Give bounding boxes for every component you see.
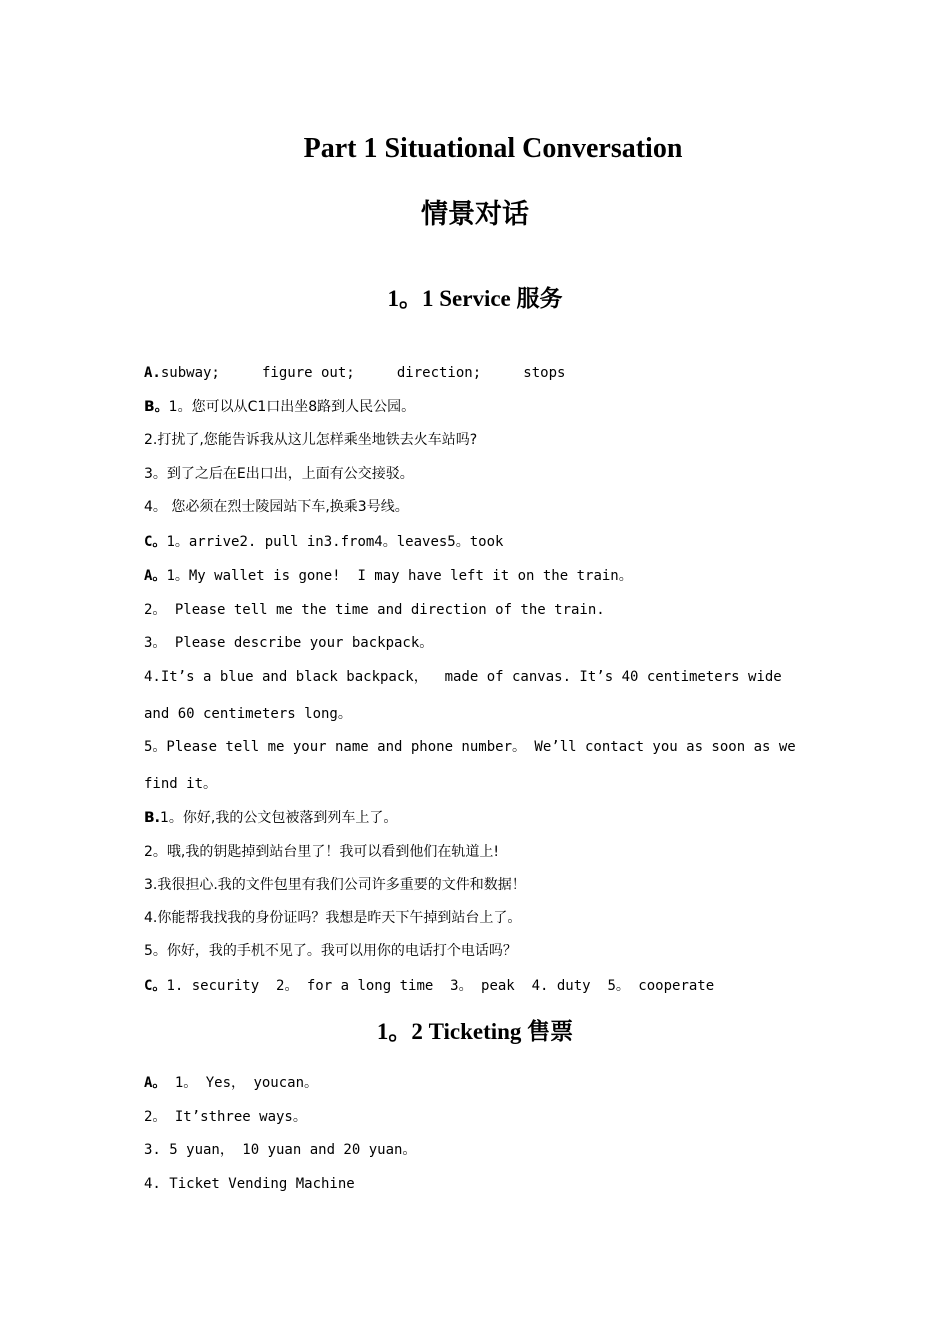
text-line xyxy=(144,667,824,687)
text-line xyxy=(144,430,824,450)
document-title: Part 1 Situational Conversation xyxy=(303,133,683,164)
item-label: C。 xyxy=(144,534,167,550)
text-line xyxy=(144,808,824,828)
line-text: 1。arrive2. pull in3.from4。leaves5。took xyxy=(166,534,504,550)
line-text: 3.我很担心.我的文件包里有我们公司许多重要的文件和数据！ xyxy=(144,877,526,893)
item-label: A. xyxy=(144,365,161,381)
text-line xyxy=(144,464,824,484)
text-line xyxy=(144,737,824,757)
line-text: 1. security 2。 for a long time 3。 peak 4. duty 5。 cooperate xyxy=(166,978,715,994)
line-text: 2。 Please tell me the time and direction of the train. xyxy=(144,602,605,618)
text-line xyxy=(144,1107,824,1127)
section-heading-ticketing: 1。2 Ticketing 售票 xyxy=(376,1019,574,1044)
line-text: 1。您可以从C1口出坐8路到人民公园。 xyxy=(168,399,416,415)
text-line xyxy=(144,566,824,586)
line-text: 4. Ticket Vending Machine xyxy=(144,1176,355,1192)
line-text: 5。Please tell me your name and phone number。 We’ll contact you as soon as we xyxy=(144,739,796,755)
line-text: 3. 5 yuan， 10 yuan and 20 yuan。 xyxy=(144,1142,417,1158)
item-label: A。 xyxy=(144,1075,167,1091)
line-text: 1。 Yes， youcan。 xyxy=(166,1075,319,1091)
text-line xyxy=(144,363,824,383)
line-text: 4.你能帮我找我的身份证吗？我想是昨天下午掉到站台上了。 xyxy=(144,910,522,926)
text-line xyxy=(144,875,824,895)
line-text: 3。 Please describe your backpack。 xyxy=(144,635,434,651)
text-line xyxy=(144,633,824,653)
text-line xyxy=(144,941,824,961)
item-label: A。 xyxy=(144,568,167,584)
text-line xyxy=(144,497,824,517)
text-line xyxy=(144,774,824,794)
line-text: 2。 It’sthree ways。 xyxy=(144,1109,307,1125)
text-line xyxy=(144,532,824,552)
line-text: 5。你好，我的手机不见了。我可以用你的电话打个电话吗？ xyxy=(144,943,517,959)
document-subtitle: 情景对话 xyxy=(421,199,529,230)
text-line xyxy=(144,842,824,862)
text-line xyxy=(144,908,824,928)
line-text: 4.It’s a blue and black backpack， made of canvas. It’s 40 centimeters wide xyxy=(144,669,782,685)
line-text: 2.打扰了,您能告诉我从这儿怎样乘坐地铁去火车站吗? xyxy=(144,432,478,448)
text-line xyxy=(144,976,824,996)
item-label: C。 xyxy=(144,978,167,994)
text-line xyxy=(144,1140,824,1160)
line-text: and 60 centimeters long。 xyxy=(144,706,352,722)
text-line xyxy=(144,1073,824,1093)
line-text: find it。 xyxy=(144,776,218,792)
line-text: 3。到了之后在E出口出，上面有公交接驳。 xyxy=(144,466,414,482)
line-text: 1。你好,我的公文包被落到列车上了。 xyxy=(160,810,398,826)
text-line xyxy=(144,397,824,417)
line-text: 2。哦,我的钥匙掉到站台里了！我可以看到他们在轨道上! xyxy=(144,844,499,860)
line-text: 4。 您必须在烈士陵园站下车,换乘3号线。 xyxy=(144,499,409,515)
text-line xyxy=(144,704,824,724)
line-text: 1。My wallet is gone! I may have left it on the train。 xyxy=(166,568,633,584)
line-text: subway; figure out; direction; stops xyxy=(160,365,566,381)
text-line xyxy=(144,1174,824,1194)
item-label: B。 xyxy=(144,399,169,415)
section-heading-service: 1。1 Service 服务 xyxy=(387,286,563,311)
item-label: B. xyxy=(144,810,160,826)
text-line xyxy=(144,600,824,620)
